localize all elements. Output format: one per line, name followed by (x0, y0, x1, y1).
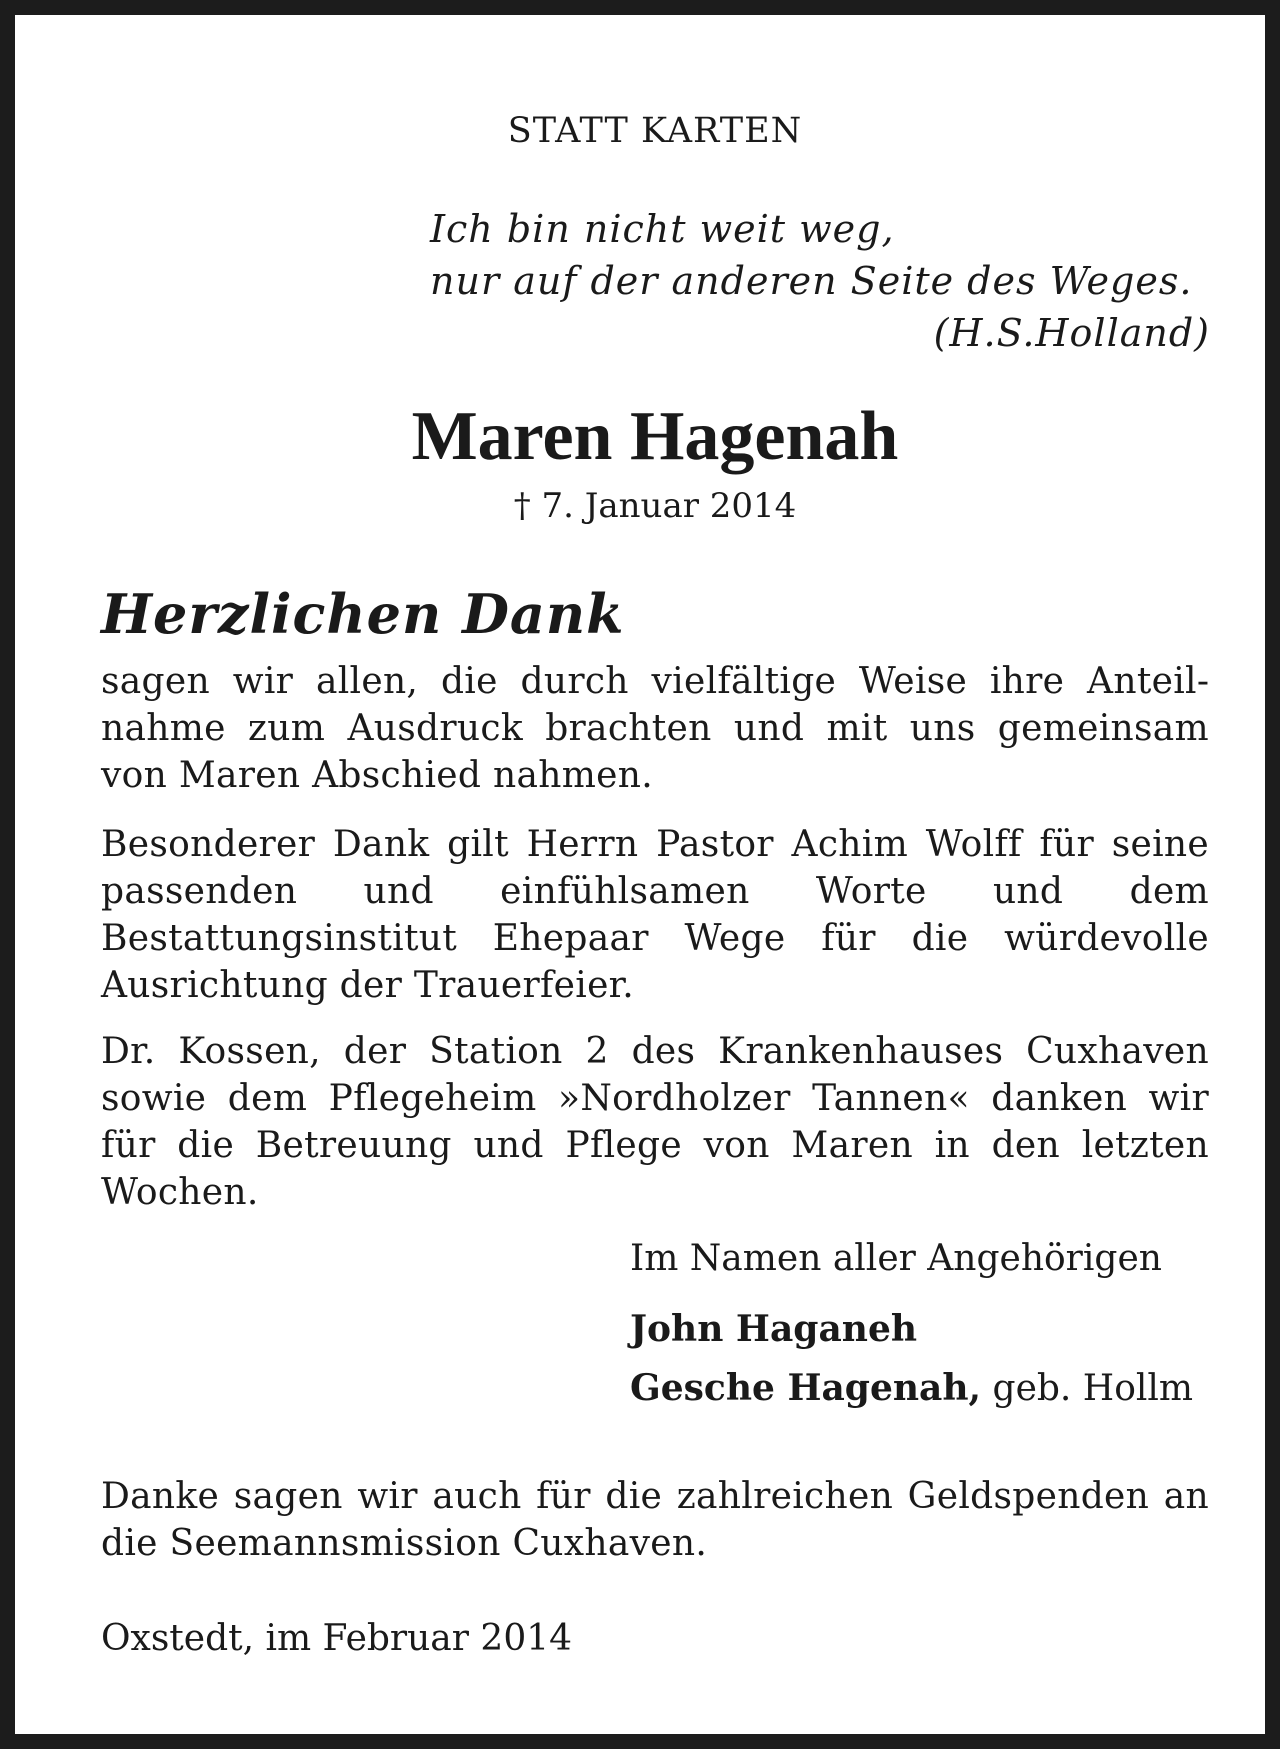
signer-1 (630, 1300, 1230, 1359)
place-date: Oxstedt, im Februar 2014 (101, 1618, 573, 1659)
signer-2-suffix: geb. Hollm (981, 1368, 1194, 1409)
signer-1-name: John Haganeh (630, 1308, 918, 1350)
signer-2-name: Gesche Hagenah, (630, 1367, 982, 1409)
thanks-heading: Herzlichen Dank (101, 582, 625, 646)
signers-list (630, 1300, 1230, 1418)
quote-author: (H.S.Holland) (933, 311, 1210, 355)
thanks-paragraph-3: Dr. Kossen, der Station 2 des Krankenhauses Cuxhaven sowie dem Pflegeheim »Nordholzer Tannen« danken wir für die Betreuung und Pflege von Maren in den letzten Wochen. (101, 1031, 1209, 1213)
donations-paragraph: Danke sagen wir auch für die zahlreichen Geldspenden an die Seemannsmission Cuxhaven. (101, 1476, 1209, 1564)
quote-line-2: nur auf der anderen Seite des Weges. (430, 259, 1193, 303)
death-date: † 7. Januar 2014 (513, 486, 797, 526)
closing-line: Im Namen aller Angehörigen (630, 1238, 1162, 1279)
quote-line-1: Ich bin nicht weit weg, (430, 207, 895, 251)
thanks-paragraph-1: sagen wir allen, die durch vielfältige Weise ihre Anteilnahme zum Ausdruck brachten und mit uns gemeinsam von Maren Abschied nahmen. (101, 661, 1209, 796)
signer-2 (630, 1359, 1230, 1418)
notice-header: STATT KARTEN (507, 111, 803, 151)
deceased-name: Maren Hagenah (411, 398, 899, 475)
thanks-paragraph-2: Besonderer Dank gilt Herrn Pastor Achim Wolff für seine passenden und einfühlsamen Worte und dem Bestattungsinstitut Ehepaar Wege für die würdevolle Ausrichtung der Trauerfeier. (101, 824, 1209, 1006)
epigraph-quote (430, 203, 1210, 359)
